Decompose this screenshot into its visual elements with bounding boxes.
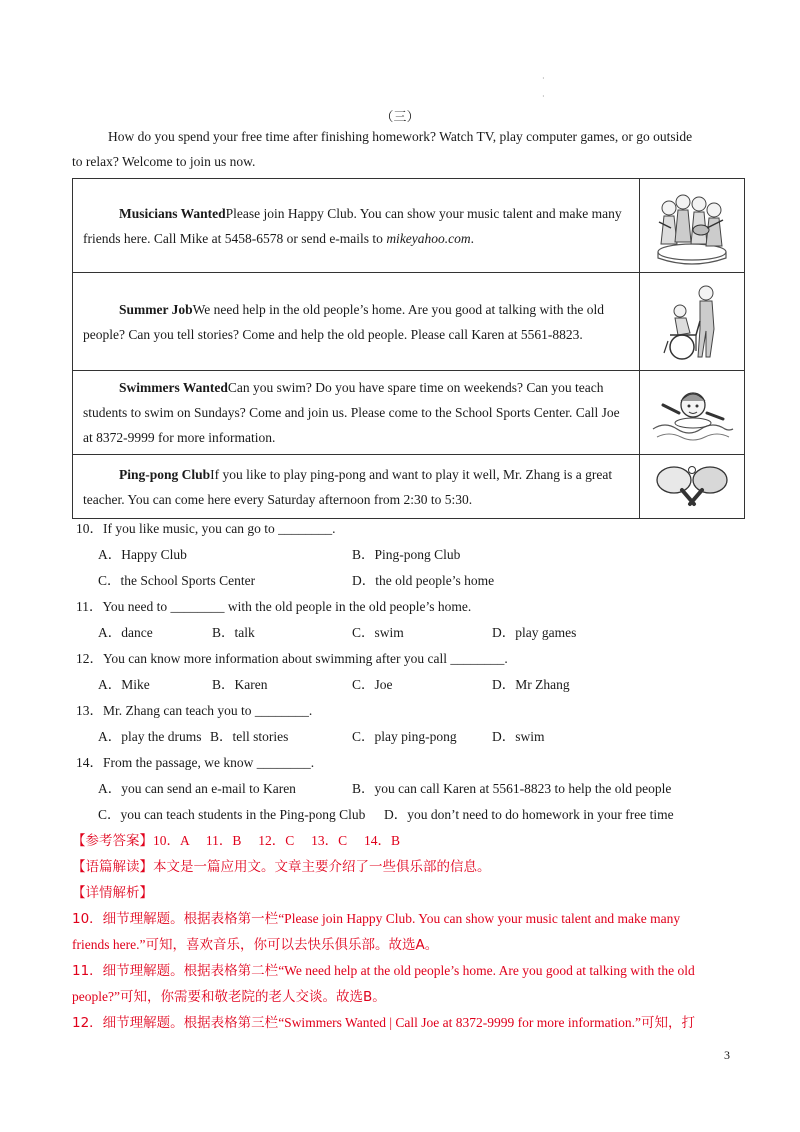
wheelchair-icon (660, 281, 724, 363)
ad-text: Swimmers WantedCan you swim? Do you have spare time on weekends? Can you teach students to swim on Sundays? Come and join us. Please come to the School Sports Center. Call Joe at 8372-9999 for more information. (73, 371, 640, 455)
explanation-10: 10．细节理解题。根据表格第一栏“Please join Happy Club. You can show your music talent and make many friends here.”可知，喜欢音乐，你可以去快乐俱乐部。故选A。 (72, 911, 681, 953)
option: C．play ping-pong (352, 729, 457, 744)
question-14: 14．From the passage, we know ________. (76, 755, 315, 770)
question-12: 12．You can know more information about swimming after you call ________. (76, 651, 508, 666)
explanation-11: 11．细节理解题。根据表格第二栏“We need help at the old people’s home. Are you good at talking with the old people?”可知，你需要和敬老院的老人交谈。故选B。 (72, 963, 695, 1005)
ad-row-summer-job (73, 273, 745, 371)
question-13: 13．Mr. Zhang can teach you to ________. (76, 703, 313, 718)
ad-title: Summer Job (119, 301, 193, 317)
option: C．you can teach students in the Ping-pong Club (98, 807, 366, 822)
option: B．you can call Karen at 5561-8823 to help the old people (352, 781, 672, 796)
option: A．Mike (98, 677, 150, 692)
option: B．talk (212, 625, 255, 640)
question-10: 10．If you like music, you can go to ________. (76, 521, 336, 536)
ad-row-musicians (73, 179, 745, 273)
ad-title: Ping-pong Club (119, 466, 211, 482)
ad-title: Musicians Wanted (119, 205, 226, 221)
option: A．dance (98, 625, 153, 640)
option: D．Mr Zhang (492, 677, 570, 692)
musicians-icon (651, 186, 733, 266)
option: B．Karen (212, 677, 268, 692)
option: C．the School Sports Center (98, 573, 256, 588)
option: A．you can send an e-mail to Karen (98, 781, 296, 796)
ad-row-ping-pong (73, 455, 745, 519)
scan-dot: · (542, 92, 545, 101)
email-address: mikeyahoo.com (386, 230, 471, 246)
option: D．swim (492, 729, 545, 744)
option: C．swim (352, 625, 404, 640)
ads-table (72, 178, 745, 519)
option: D．the old people’s home (352, 573, 495, 588)
ad-text: Musicians WantedPlease join Happy Club. You can show your music talent and make many friends here. Call Mike at 5458-6578 or send e-mails to mikeyahoo.com. (73, 179, 640, 273)
question-11: 11．You need to ________ with the old people in the old people’s home. (76, 599, 472, 614)
option: B．Ping-pong Club (352, 547, 461, 562)
option: D．you don’t need to do homework in your free time (384, 807, 674, 822)
scan-dot: · (542, 74, 545, 83)
option: A．Happy Club (98, 547, 187, 562)
ad-text: Ping-pong ClubIf you like to play ping-pong and want to play it well, Mr. Zhang is a great teacher. You can come here every Saturday afternoon from 2:30 to 5:30. (73, 455, 640, 519)
ad-picture (640, 371, 745, 455)
ad-text: Summer JobWe need help in the old people’s home. Are you good at talking with the old people? Can you tell stories? Come and help the old people. Please call Karen at 5561-8823. (73, 273, 640, 371)
detail-label: 【详情解析】 (72, 885, 153, 901)
intro-paragraph: How do you spend your free time after finishing homework? Watch TV, play computer games, or go outside to relax? Welcome to join us now. (72, 129, 693, 169)
answer-key: 【参考答案】10．A 11．B 12．C 13．C 14．B (72, 833, 401, 849)
ad-picture (640, 273, 745, 371)
option: D．play games (492, 625, 577, 640)
swimmer-icon (649, 383, 735, 443)
ping-pong-paddles-icon (652, 462, 732, 512)
ad-title: Swimmers Wanted (119, 380, 228, 395)
page-number: 3 (724, 1048, 730, 1062)
option: B．tell stories (210, 729, 289, 744)
explanation-12: 12．细节理解题。根据表格第三栏“Swimmers Wanted | Call Joe at 8372-9999 for more information.”可知，打 (72, 1015, 695, 1031)
ad-row-swimmers (73, 371, 745, 455)
option: A．play the drums (98, 729, 202, 744)
option: C．Joe (352, 677, 393, 692)
ad-picture (640, 455, 745, 519)
passage-summary: 【语篇解读】本文是一篇应用文。文章主要介绍了一些俱乐部的信息。 (72, 859, 491, 875)
section-title: （三） (380, 109, 420, 124)
ad-picture (640, 179, 745, 273)
